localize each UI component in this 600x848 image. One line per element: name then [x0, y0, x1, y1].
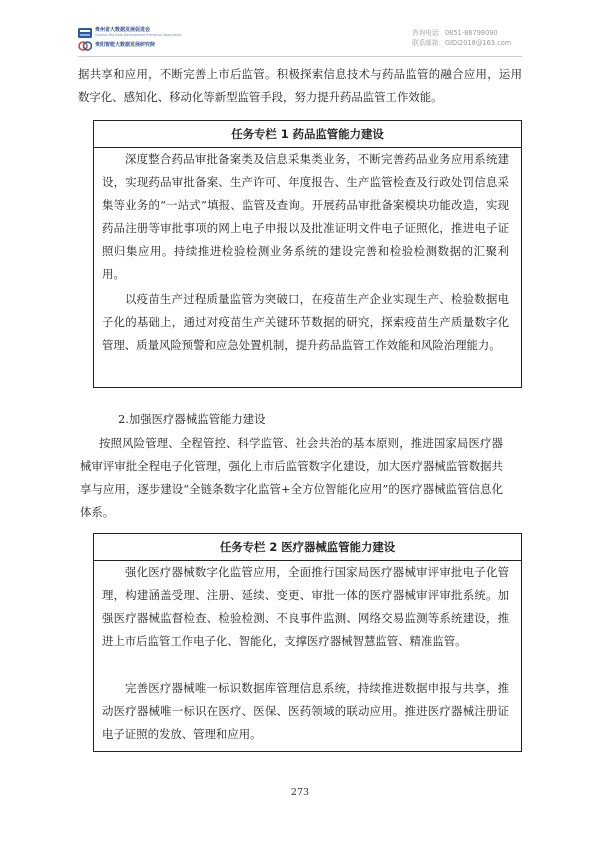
task-box-1-paragraph-1: 深度整合药品审批备案类及信息采集类业务，不断完善药品业务应用系统建设，实现药品审批备案、生产许可、年度报告、生产监管检查及行政处罚信息采集等业务的“一站式”填报、监管及查询。开展药品审批备案模块功能改造，实现药品注册等审批事项的网上电子申报以及批准证明文件电子证照化，推进电子证照归集应用。持续推进检验检测业务系统的建设完善和检验检测数据的汇聚利用。 [102, 152, 509, 281]
intro-paragraph: 据共享和应用，不断完善上市后监管。积极探索信息技术与药品监管的融合应用，运用数字化、感知化、移动化等新型监管手段，努力提升药品监管工作效能。 [78, 67, 522, 104]
contact-phone: 咨询电话：0851-86798090 [412, 29, 498, 37]
section-2-heading: 2.加强医疗器械监管能力建设 [118, 412, 266, 426]
task-box-2 [93, 533, 522, 752]
section-2-paragraph: 按照风险管理、全程管控、科学监管、社会共治的基本原则，推进国家局医疗器械审评审批全程电子化管理，强化上市后监管数字化建设，加大医疗器械监管数据共享与应用，逐步建设“全链条数字化监管+全方位智能化应用”的医疗器械监管信息化体系。 [80, 436, 503, 519]
association-english-name: Guizhou Big Data Development Promotion Association [95, 33, 182, 37]
task-box-1 [93, 120, 522, 388]
task-box-2-paragraph-2: 完善医疗器械唯一标识数据库管理信息系统，持续推进数据申报与共享，推动医疗器械唯一标识在医疗、医保、医药领域的联动应用。推进医疗器械注册证电子证照的发放、管理和应用。 [102, 681, 509, 741]
organization-logo [78, 28, 188, 52]
contact-info [412, 28, 522, 48]
logo-association [78, 28, 188, 39]
association-logo-icon [78, 28, 92, 38]
logo-institute [78, 41, 188, 52]
institute-name: 贵阳智能大数据发展研究院 [95, 42, 156, 48]
institute-logo-icon [78, 41, 92, 51]
contact-email: 联系邮箱：GIDI2018@163.com [412, 39, 512, 47]
task-box-2-paragraph-1: 强化医疗器械数字化监管应用，全面推行国家局医疗器械审评审批电子化管理，构建涵盖受理、注册、延续、变更、审批一体的医疗器械审评审批系统。加强医疗器械监督检查、检验检测、不良事件监测、网络交易监测等系统建设，推进上市后监管工作电子化、智能化，支撑医疗器械智慧监管、精准监管。 [102, 565, 509, 648]
task-box-2-title: 任务专栏 2 医疗器械监管能力建设 [94, 534, 521, 561]
page-number: 273 [290, 787, 310, 798]
page-header [0, 0, 600, 58]
association-name: 贵州省大数据发展促进会 [95, 27, 151, 33]
task-box-1-title: 任务专栏 1 药品监管能力建设 [94, 121, 521, 148]
task-box-1-paragraph-2: 以疫苗生产过程质量监管为突破口，在疫苗生产企业实现生产、检验数据电子化的基础上，通过对疫苗生产关键环节数据的研究，探索疫苗生产质量数字化管理、质量风险预警和应急处置机制，提升药品监管工作效能和风险治理能力。 [102, 292, 509, 352]
header-divider [78, 56, 522, 57]
